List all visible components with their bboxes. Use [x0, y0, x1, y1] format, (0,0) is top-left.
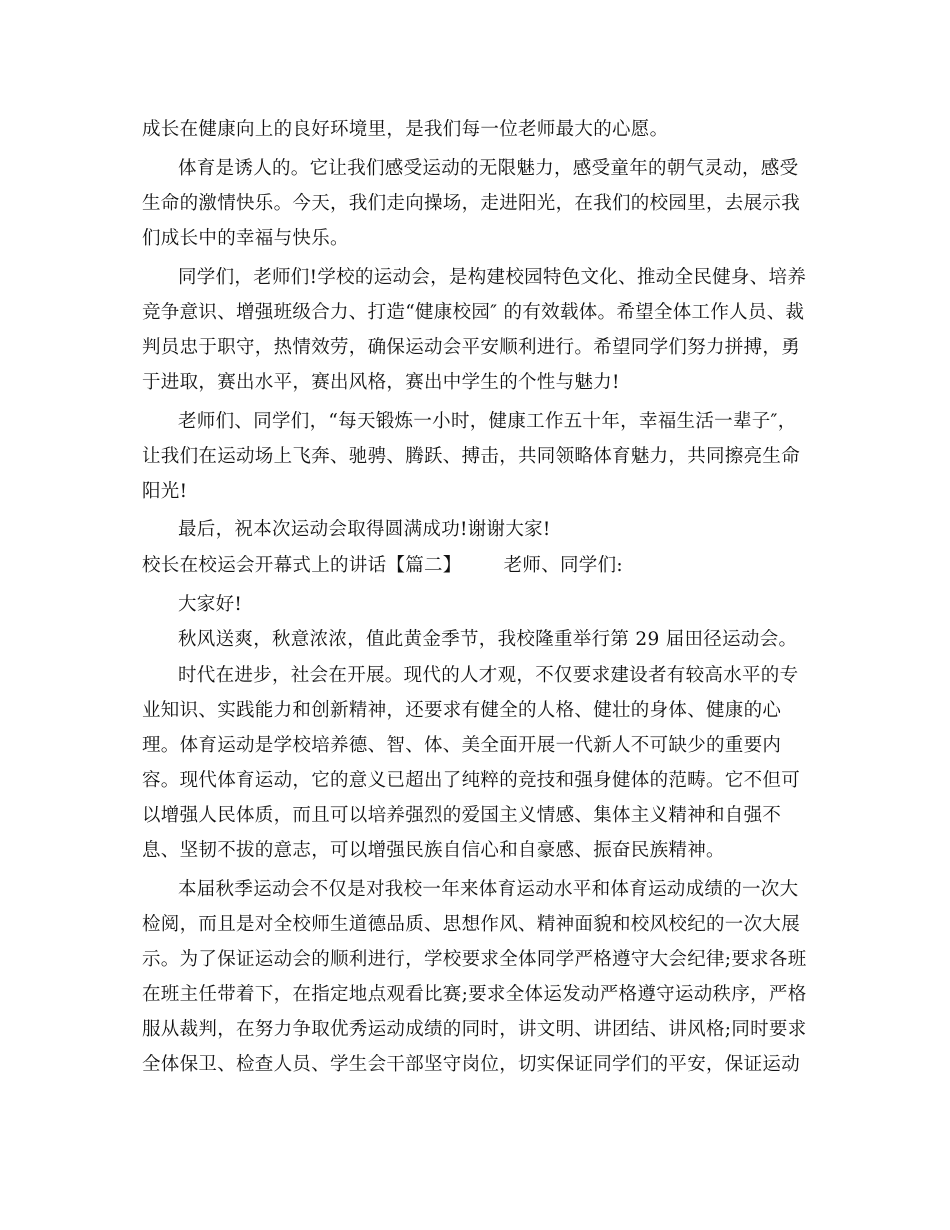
body-line: 竞争意识、增强班级合力、打造“健康校园″ 的有效载体。希望全体工作人员、裁 [142, 302, 805, 323]
paragraph-start-line: 老师们、同学们，“每天锻炼一小时，健康工作五十年，幸福生活一辈子″， [178, 411, 797, 432]
section-heading-line [142, 554, 623, 578]
body-line: 检阅，而且是对全校师生道德品质、思想作风、精神面貌和校风校纪的一次大展 [142, 914, 801, 935]
salutation: 老师、同学们: [503, 555, 623, 576]
greeting-line: 大家好! [178, 594, 243, 615]
body-line: 息、坚韧不拔的意志，可以增强民族自信心和自豪感、振奋民族精神。 [142, 840, 725, 861]
body-line: 理。体育运动是学校培养德、智、体、美全面开展一代新人不可缺少的重要内 [142, 735, 782, 756]
body-line: 判员忠于职守，热情效劳，确保运动会平安顺利进行。希望同学们努力拼搏，勇 [142, 337, 801, 358]
body-line: 于进取，赛出水平，赛出风格，赛出中学生的个性与魅力! [142, 372, 620, 393]
paragraph-start-line: 同学们，老师们!学校的运动会，是构建校园特色文化、推动全民健身、培养 [178, 267, 807, 288]
body-line: 示。为了保证运动会的顺利进行，学校要求全体同学严格遵守大会纪律;要求各班 [142, 949, 807, 970]
section-heading: 校长在校运会开幕式上的讲话【篇二】 [142, 555, 462, 576]
paragraph-start-line: 最后，祝本次运动会取得圆满成功!谢谢大家! [178, 519, 551, 540]
body-line: 让我们在运动场上飞奔、驰骋、腾跃、搏击，共同领略体育魅力，共同擦亮生命 [142, 446, 801, 467]
body-line: 生命的激情快乐。今天，我们走向操场，走进阳光，在我们的校园里，去展示我 [142, 193, 801, 214]
body-line: 阳光! [142, 481, 188, 502]
body-line: 全体保卫、检查人员、学生会干部坚守岗位，切实保证同学们的平安，保证运动 [142, 1054, 801, 1075]
body-line: 容。现代体育运动，它的意义已超出了纯粹的竞技和强身健体的范畴。它不但可 [142, 770, 801, 791]
body-line: 业知识、实践能力和创新精神，还要求有健全的人格、健壮的身体、健康的心 [142, 700, 782, 721]
body-line: 在班主任带着下，在指定地点观看比赛;要求全体运发动严格遵守运动秩序，严格 [142, 984, 807, 1005]
paragraph-start-line: 本届秋季运动会不仅是对我校一年来体育运动水平和体育运动成绩的一次大 [178, 879, 799, 900]
paragraph-start-line: 体育是诱人的。它让我们感受运动的无限魅力，感受童年的朝气灵动，感受 [178, 158, 799, 179]
paragraph-start-line: 秋风送爽，秋意浓浓，值此黄金季节，我校隆重举行第 29 届田径运动会。 [178, 629, 798, 650]
body-line: 以增强人民体质，而且可以培养强烈的爱国主义情感、集体主义精神和自强不 [142, 805, 782, 826]
paragraph-start-line: 时代在进步，社会在开展。现代的人才观，不仅要求建设者有较高水平的专 [178, 665, 799, 686]
body-line: 服从裁判，在努力争取优秀运动成绩的同时，讲文明、讲团结、讲风格;同时要求 [142, 1019, 807, 1040]
body-line: 成长在健康向上的良好环境里，是我们每一位老师最大的心愿。 [142, 119, 669, 140]
body-line: 们成长中的幸福与快乐。 [142, 228, 349, 249]
